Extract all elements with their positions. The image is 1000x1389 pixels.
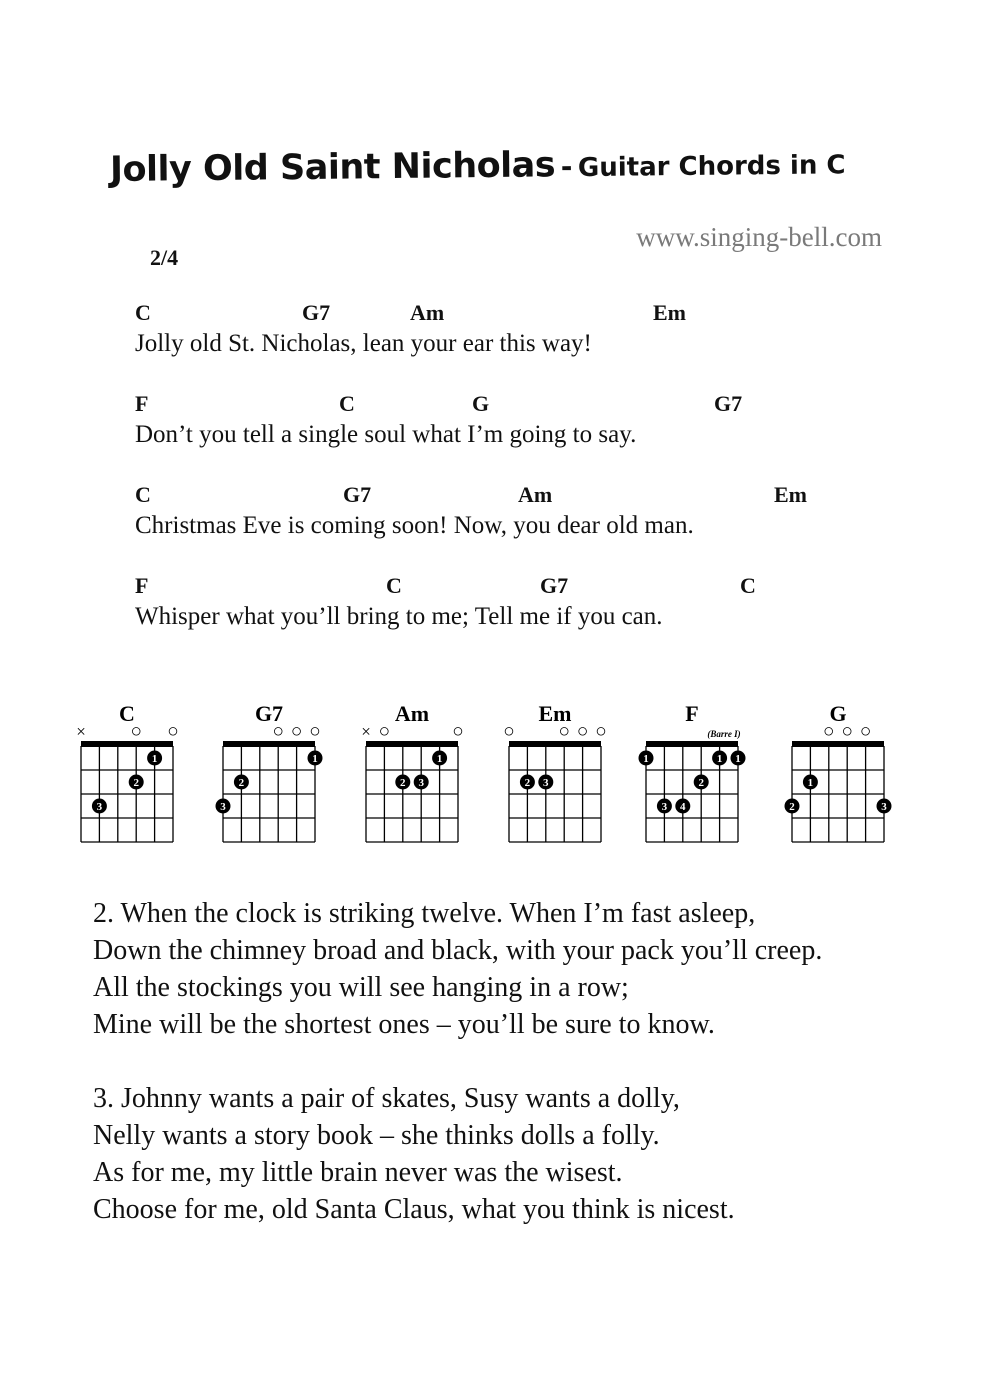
stanza-line: Down the chimney broad and black, with your pack you’ll creep.	[93, 935, 823, 966]
open-string-marker: ○	[841, 721, 853, 742]
finger-number: 1	[735, 753, 741, 765]
stanza-line: As for me, my little brain never was the wisest.	[93, 1157, 623, 1188]
chord-diagram-name: G7	[254, 701, 284, 726]
chord-diagram-name: F	[685, 701, 699, 726]
finger-number: 2	[133, 777, 139, 789]
finger-number: 3	[881, 801, 887, 813]
open-string-marker: ○	[859, 721, 872, 742]
stanza-3	[93, 1080, 735, 1228]
stanza-line: Choose for me, old Santa Claus, what you think is nicest.	[93, 1194, 735, 1225]
lyric-line: Christmas Eve is coming soon! Now, you dear old man.	[135, 512, 694, 539]
finger-number: 1	[807, 777, 814, 789]
lyric-line: Whisper what you’ll bring to me; Tell me if you can.	[135, 603, 663, 630]
website-url: www.singing-bell.com	[636, 222, 882, 252]
chord-label: C	[386, 573, 402, 598]
finger-number: 2	[524, 777, 531, 789]
open-string-marker: ○	[503, 721, 515, 742]
finger-number: 2	[400, 777, 406, 789]
chord-diagram-name: Em	[538, 701, 572, 726]
chord-diagram-name: C	[119, 701, 135, 726]
open-string-marker: ○	[290, 721, 303, 742]
lyric-line: Don’t you tell a single soul what I’m going to say.	[135, 421, 637, 448]
finger-number: 2	[698, 777, 704, 789]
stanza-line: Mine will be the shortest ones – you’ll be sure to know.	[93, 1009, 715, 1040]
chord-label: C	[339, 391, 355, 416]
chord-label: G	[472, 391, 490, 416]
chord-label: C	[740, 573, 756, 598]
muted-string-marker: ×	[76, 722, 86, 741]
chord-diagram-note: (Barre I)	[707, 729, 741, 739]
open-string-marker: ○	[378, 721, 391, 742]
chord-label: G7	[343, 482, 372, 507]
chord-label: C	[135, 300, 151, 325]
chord-nut	[646, 741, 738, 747]
stanza-line: 3. Johnny wants a pair of skates, Susy wants a dolly,	[93, 1083, 680, 1114]
open-string-marker: ○	[272, 721, 284, 742]
chord-label: G7	[302, 300, 331, 325]
finger-number: 4	[680, 801, 686, 813]
finger-number: 1	[716, 753, 723, 765]
chord-label: G7	[714, 391, 743, 416]
finger-number: 3	[661, 801, 668, 813]
finger-number: 3	[96, 801, 103, 813]
open-string-marker: ○	[130, 721, 142, 742]
finger-number: 1	[436, 753, 443, 765]
open-string-marker: ○	[167, 721, 179, 742]
open-string-marker: ○	[823, 721, 835, 742]
stanza-line: 2. When the clock is striking twelve. When I’m fast asleep,	[93, 898, 756, 929]
finger-number: 3	[220, 801, 226, 813]
title-subtitle: Guitar Chords in C	[577, 150, 846, 184]
chord-label: F	[135, 391, 149, 416]
finger-number: 2	[238, 777, 245, 789]
finger-number: 3	[543, 777, 549, 789]
chord-label: C	[135, 482, 151, 507]
time-signature: 2/4	[150, 245, 179, 270]
stanza-2	[93, 895, 822, 1043]
chord-label: Am	[518, 482, 553, 507]
title-separator: -	[560, 150, 573, 184]
lyric-line: Jolly old St. Nicholas, lean your ear this way!	[135, 330, 592, 357]
open-string-marker: ○	[595, 721, 607, 742]
open-string-marker: ○	[558, 721, 570, 742]
muted-string-marker: ×	[361, 722, 371, 741]
stanza-line: Nelly wants a story book – she thinks dolls a folly.	[93, 1120, 660, 1151]
stanza-line: All the stockings you will see hanging in a row;	[93, 972, 629, 1003]
chord-label: Am	[410, 300, 445, 325]
finger-number: 3	[418, 777, 424, 789]
chord-diagram-name: Am	[394, 701, 430, 726]
chord-label: Em	[653, 300, 686, 325]
finger-number: 1	[643, 753, 649, 765]
finger-number: 1	[312, 753, 318, 765]
finger-number: 2	[789, 801, 795, 813]
open-string-marker: ○	[452, 721, 464, 742]
chord-label: F	[135, 573, 149, 598]
chord-label: Em	[774, 482, 807, 507]
open-string-marker: ○	[576, 721, 589, 742]
chord-diagram-name: G	[829, 701, 847, 726]
chord-label: G7	[540, 573, 569, 598]
finger-number: 1	[151, 753, 158, 765]
open-string-marker: ○	[309, 721, 321, 742]
title-main: Jolly Old Saint Nicholas	[109, 145, 556, 190]
chord-nut	[81, 741, 173, 747]
